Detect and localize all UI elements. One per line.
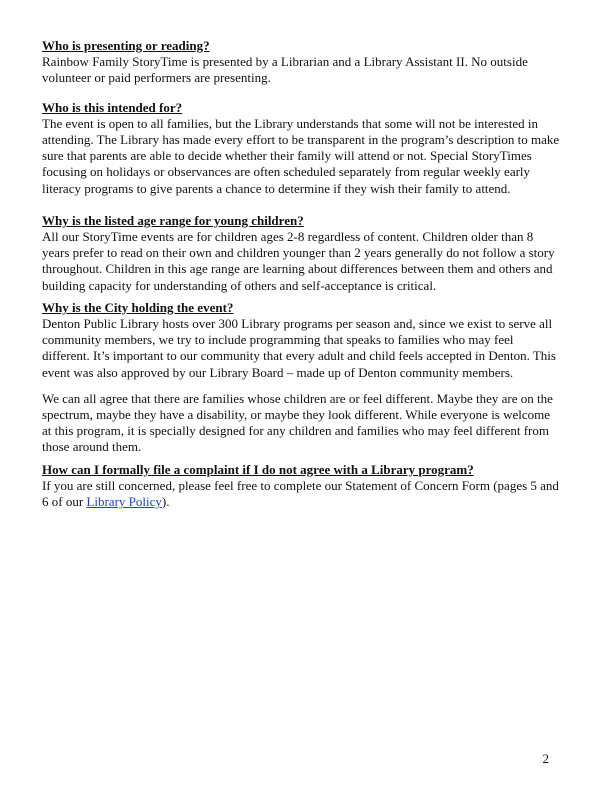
section-audience [42, 100, 562, 197]
library-policy-link[interactable]: Library Policy [86, 494, 162, 510]
section-heading: Why is the City holding the event? [42, 299, 234, 315]
section-paragraph: Denton Public Library hosts over 300 Library programs per season and, since we exist to serve all community members, we try to include programming that speaks to families who may feel different. It’s important to our community that every adult and child feels accepted in Denton. This event was also approved by our Library Board – made up of Denton community members. [42, 316, 556, 380]
section-paragraph: Rainbow Family StoryTime is presented by a Librarian and a Library Assistant II. No outside volunteer or paid performers are presenting. [42, 54, 528, 86]
section-complaint [42, 462, 562, 511]
section-paragraph [42, 478, 562, 510]
section-reason [42, 300, 562, 456]
section-heading: Who is this intended for? [42, 99, 183, 115]
section-paragraph: All our StoryTime events are for children ages 2-8 regardless of content. Children older than 8 years prefer to read on their own and children younger than 2 years generally do not follow a story throughout. Children in this age range are learning about differences between them and others and building capacity for understanding of others and self-acceptance is critical. [42, 229, 555, 293]
section-age-range [42, 213, 562, 294]
section-paragraph: The event is open to all families, but the Library understands that some will not be interested in attending. The Library has made every effort to be transparent in the program’s description to make sure that parents are able to decide whether their family will attend or not. Special StoryTimes focusing on holidays or observances are often scheduled separately from regular weekly early literacy programs to give parents a chance to determine if they wish their family to attend. [42, 115, 560, 196]
section-presenters [42, 38, 562, 87]
section-paragraph: We can all agree that there are families whose children are or feel different. Maybe they are on the spectrum, maybe they have a disability, or maybe they look different. While everyone is welcome at this program, it is specially designed for any children and families who may feel different from those around them. [42, 390, 553, 455]
document-page [42, 38, 562, 516]
page-number: 2 [542, 751, 549, 766]
paragraph-text: If you are still concerned, please feel free to complete our Statement of Concern Form (pages 5 and 6 of our [42, 477, 559, 510]
section-heading: How can I formally file a complaint if I do not agree with a Library program? [42, 461, 474, 477]
section-heading: Who is presenting or reading? [42, 38, 210, 53]
paragraph-text: ). [161, 494, 170, 510]
section-heading: Why is the listed age range for young children? [42, 212, 304, 228]
